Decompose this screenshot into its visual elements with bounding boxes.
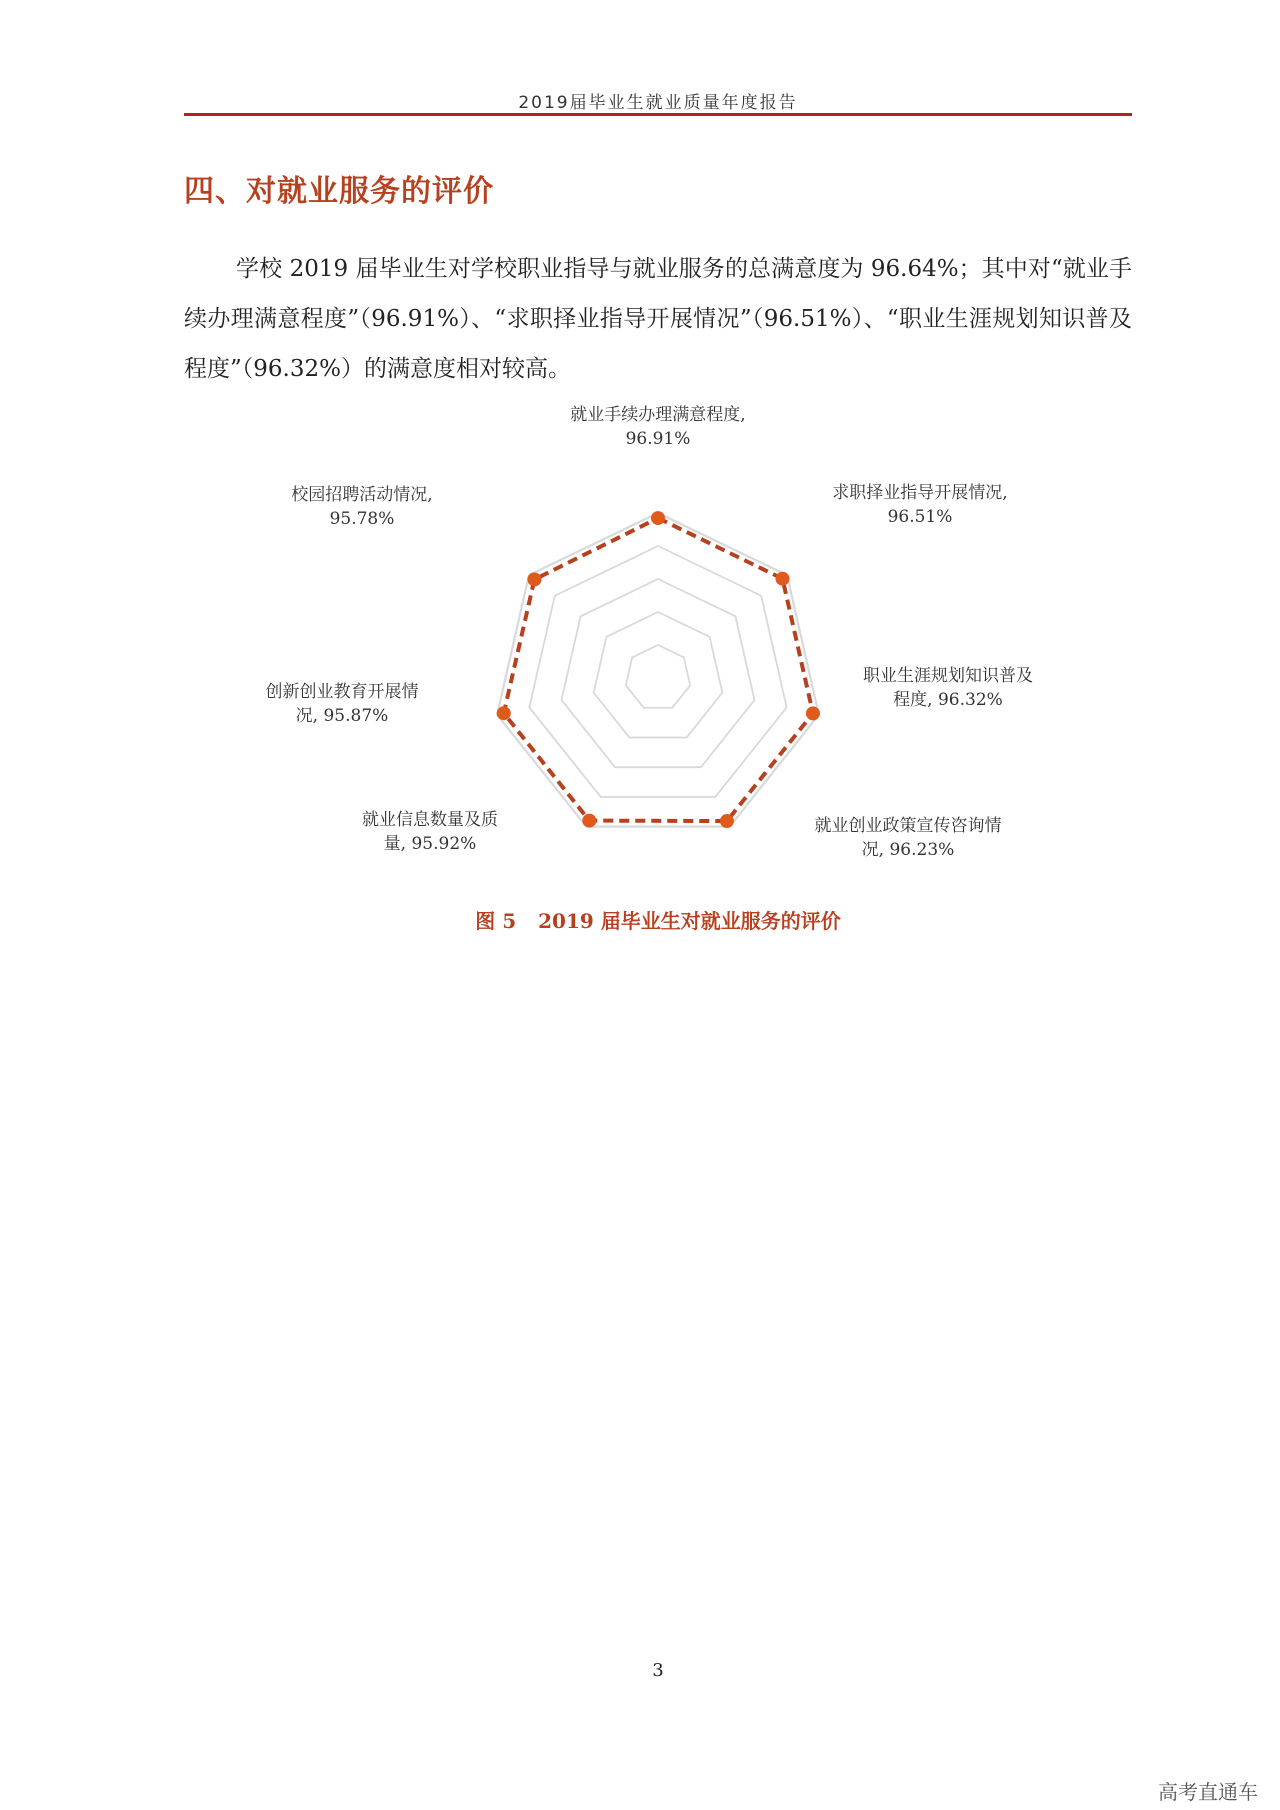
- radar-grid-ring: [561, 579, 754, 767]
- radar-point: [806, 706, 820, 720]
- radar-grid-ring: [497, 513, 819, 827]
- radar-grid-ring: [594, 612, 723, 737]
- watermark: 高考直通车: [1158, 1780, 1258, 1804]
- figure-caption-text: 2019 届毕业生对就业服务的评价: [538, 909, 841, 933]
- body-paragraph: 学校 2019 届毕业生对学校职业指导与就业服务的总满意度为 96.64%；其中对“就业手续办理满意程度”（96.91%）、“求职择业指导开展情况”（96.51%）、“职业生涯规划知识普及程度”（96.32%）的满意度相对较高。: [184, 256, 1132, 382]
- radar-series-line: [504, 518, 813, 821]
- radar-point: [527, 572, 541, 586]
- radar-point: [776, 572, 790, 586]
- page-header: 2019届毕业生就业质量年度报告: [518, 93, 798, 113]
- radar-axis-label: 校园招聘活动情况, 95.78%: [291, 485, 433, 529]
- section-title: 四、对就业服务的评价: [184, 174, 494, 209]
- figure-caption: [0, 905, 1280, 934]
- radar-axis-label: 求职择业指导开展情况, 96.51%: [832, 483, 1008, 527]
- radar-point: [651, 511, 665, 525]
- radar-axis-label: 创新创业教育开展情况, 95.87%: [265, 682, 419, 726]
- radar-axis-label: 就业创业政策宣传咨询情况, 96.23%: [814, 816, 1002, 860]
- radar-axis-label: 就业信息数量及质量, 95.92%: [362, 810, 498, 854]
- page-number: 3: [652, 1660, 664, 1681]
- radar-grid-ring: [626, 645, 690, 708]
- radar-point: [497, 706, 511, 720]
- radar-point: [582, 814, 596, 828]
- figure-number: 图 5: [475, 909, 517, 933]
- header-divider: [184, 113, 1132, 116]
- radar-point: [720, 814, 734, 828]
- radar-axis-label: 就业手续办理满意程度, 96.91%: [570, 405, 746, 449]
- radar-axis-label: 职业生涯规划知识普及程度, 96.32%: [863, 666, 1033, 710]
- radar-chart: [0, 395, 1280, 895]
